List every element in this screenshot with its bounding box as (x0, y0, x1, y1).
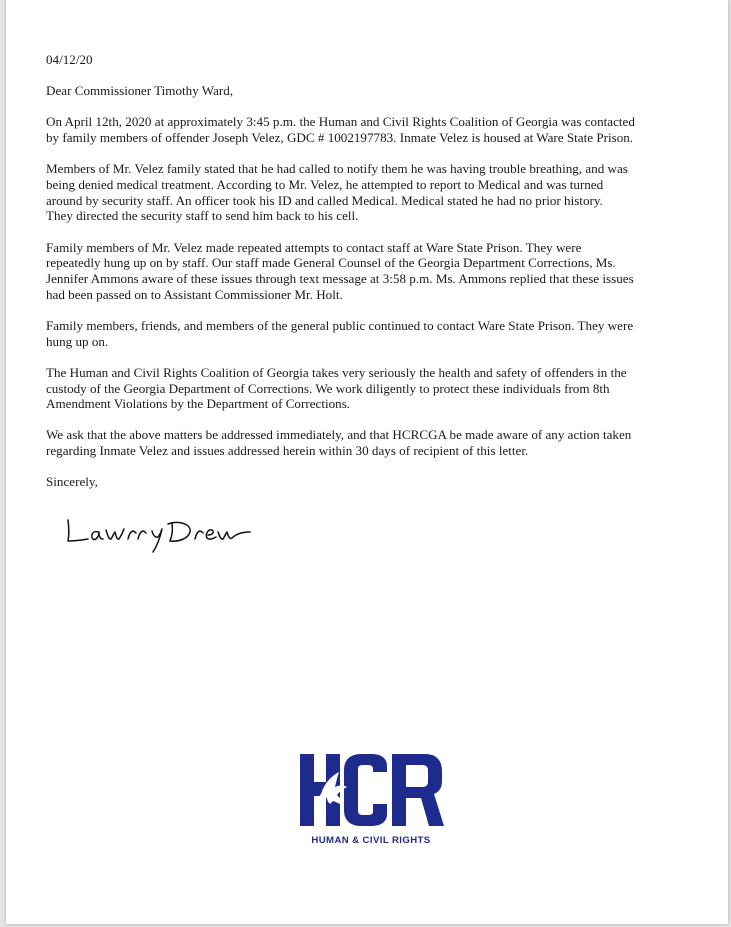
paragraph-line: hung up on. (46, 333, 109, 349)
paragraph-line: around by security staff. An officer took his ID and called Medical. Medical stated he had no prior history. (46, 192, 603, 208)
paragraph-line: by family members of offender Joseph Velez, GDC # 1002197783. Inmate Velez is housed at Ware State Prison. (46, 130, 634, 146)
paragraph-line: custody of the Georgia Department of Corrections. We work diligently to protect these individuals from 8th (46, 380, 610, 396)
paragraph-line: We ask that the above matters be addressed immediately, and that HCRCGA be made aware of any action taken (46, 427, 632, 443)
paragraph-line: regarding Inmate Velez and issues addressed herein within 30 days of recipient of this letter. (46, 443, 529, 459)
letter-body (46, 52, 708, 506)
hcr-logo (291, 754, 451, 850)
paragraph-2 (46, 161, 708, 224)
paragraph-line: Members of Mr. Velez family stated that he had called to notify them he was having trouble breathing, and was (46, 161, 628, 177)
paragraph-line: had been passed on to Assistant Commissioner Mr. Holt. (46, 286, 343, 302)
paragraph-1 (46, 114, 708, 145)
paragraph-line: being denied medical treatment. According to Mr. Velez, he attempted to report to Medical and was turned (46, 177, 604, 193)
paragraph-line: The Human and Civil Rights Coalition of Georgia takes very seriously the health and safety of offenders in the (46, 364, 627, 380)
logo-tagline: HUMAN & CIVIL RIGHTS (311, 835, 431, 846)
paragraph-5 (46, 365, 708, 412)
paragraph-line: Family members, friends, and members of the general public continued to contact Ware State Prison. They were (46, 317, 634, 333)
paragraph-line: Family members of Mr. Velez made repeated attempts to contact staff at Ware State Prison. They were (46, 239, 582, 255)
letter-page (6, 0, 728, 924)
paragraph-line: repeatedly hung up on by staff. Our staff made General Counsel of the Georgia Department Corrections, Ms. (46, 255, 616, 271)
letter-date: 04/12/20 (46, 52, 93, 67)
paragraph-line: On April 12th, 2020 at approximately 3:45 p.m. the Human and Civil Rights Coalition of Georgia was contacted (46, 114, 635, 130)
paragraph-line: They directed the security staff to send him back to his cell. (46, 208, 359, 224)
paragraph-line: Jennifer Ammons aware of these issues through text message at 3:58 p.m. Ms. Ammons replied that these issues (46, 271, 634, 287)
letter-salutation: Dear Commissioner Timothy Ward, (46, 83, 234, 99)
paragraph-4 (46, 318, 708, 349)
letter-closing: Sincerely, (46, 474, 98, 490)
paragraph-6 (46, 427, 708, 458)
paragraph-line: Amendment Violations by the Department of Corrections. (46, 396, 351, 412)
handwritten-signature (60, 508, 270, 558)
paragraph-3 (46, 240, 708, 303)
